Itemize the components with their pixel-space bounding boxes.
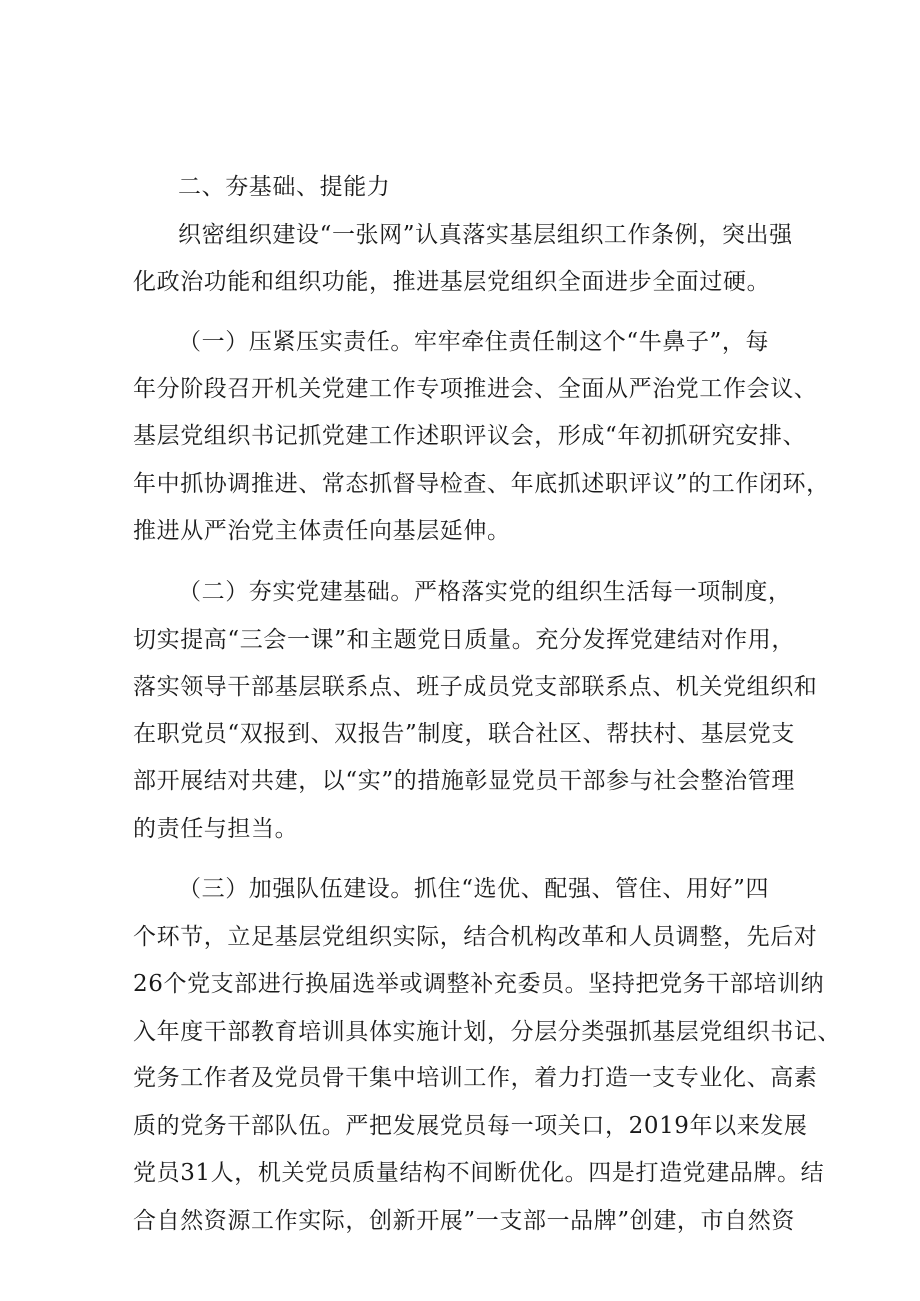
section3-line-8: 合自然资源工作实际，创新开展”一支部一品牌”创建，市自然资 bbox=[133, 1208, 795, 1234]
section2-line-5: 部开展结对共建，以“实”的措施彰显党员干部参与社会整治管理 bbox=[133, 768, 795, 794]
intro-line-1: 织密组织建设“一张网”认真落实基层组织工作条例，突出强 bbox=[178, 222, 793, 248]
section2-line-2: 切实提高“三会一课”和主题党日质量。充分发挥党建结对作用， bbox=[133, 627, 795, 653]
section3-line-6: 质的党务干部队伍。严把发展党员每一项关口，2019年以来发展 bbox=[133, 1113, 808, 1139]
section3-line-3: 26个党支部进行换届选举或调整补充委员。坚持把党务干部培训纳 bbox=[133, 971, 825, 997]
section1-line-1: （一）压紧压实责任。牢牢牵住责任制这个“牛鼻子”，每 bbox=[178, 329, 770, 355]
section1-line-4: 年中抓协调推进、常态抓督导检查、年底抓述职评议”的工作闭环， bbox=[133, 471, 830, 497]
section2-line-3: 落实领导干部基层联系点、班子成员党支部联系点、机关党组织和 bbox=[133, 674, 818, 700]
section2-line-6: 的责任与担当。 bbox=[133, 816, 299, 842]
intro-line-2: 化政治功能和组织功能，推进基层党组织全面进步全面过硬。 bbox=[133, 269, 771, 295]
section3-line-2: 个环节，立足基层党组织实际，结合机构改革和人员调整，先后对 bbox=[133, 924, 818, 950]
section3-line-5: 党务工作者及党员骨干集中培训工作，着力打造一支专业化、高素 bbox=[133, 1065, 818, 1091]
section1-line-5: 推进从严治党主体责任向基层延伸。 bbox=[133, 518, 511, 544]
section2-line-4: 在职党员“双报到、双报告”制度，联合社区、帮扶村、基层党支 bbox=[133, 721, 795, 747]
section3-line-1: （三）加强队伍建设。抓住“选优、配强、管住、用好”四 bbox=[178, 876, 770, 902]
section3-line-7: 党员31人，机关党员质量结构不间断优化。四是打造党建品牌。结 bbox=[133, 1160, 825, 1186]
section-heading: 二、夯基础、提能力 bbox=[178, 174, 391, 200]
section3-line-4: 入年度干部教育培训具体实施计划，分层分类强抓基层党组织书记、 bbox=[133, 1019, 841, 1045]
section1-line-2: 年分阶段召开机关党建工作专项推进会、全面从严治党工作会议、 bbox=[133, 376, 818, 402]
section1-line-3: 基层党组织书记抓党建工作述职评议会，形成“年初抓研究安排、 bbox=[133, 423, 807, 449]
section2-line-1: （二）夯实党建基础。严格落实党的组织生活每一项制度， bbox=[178, 579, 792, 605]
